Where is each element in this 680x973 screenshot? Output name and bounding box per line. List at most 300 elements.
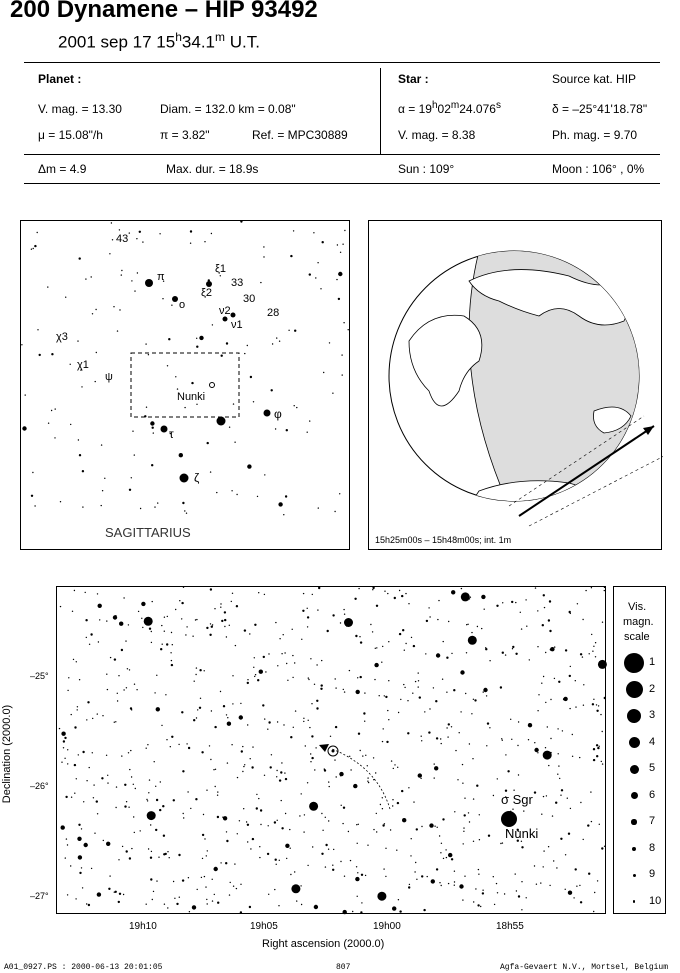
- background-star: [573, 897, 574, 898]
- background-star: [185, 634, 186, 635]
- background-star: [83, 801, 84, 802]
- background-star: [290, 848, 291, 849]
- background-star: [108, 888, 110, 890]
- background-star: [604, 587, 605, 588]
- background-star: [543, 594, 545, 596]
- background-star: [474, 699, 476, 701]
- background-star: [64, 758, 65, 759]
- background-star: [593, 646, 594, 647]
- background-star: [206, 790, 207, 791]
- xtick-1900: 19h00: [373, 921, 401, 932]
- background-star: [343, 609, 344, 610]
- background-star: [515, 653, 517, 655]
- background-star: [133, 816, 134, 817]
- background-star: [336, 776, 337, 777]
- background-star: [568, 833, 570, 835]
- background-star: [174, 898, 175, 899]
- background-star: [189, 911, 190, 912]
- background-star: [332, 865, 333, 866]
- background-star: [332, 614, 334, 616]
- background-star: [267, 729, 268, 730]
- background-star: [540, 882, 541, 883]
- background-star: [156, 880, 157, 881]
- background-star: [307, 865, 308, 866]
- background-star: [183, 817, 184, 818]
- background-star: [142, 241, 143, 242]
- background-star: [227, 762, 228, 763]
- background-star: [412, 693, 413, 694]
- background-star: [460, 670, 464, 674]
- background-star: [206, 899, 207, 900]
- background-star: [382, 824, 384, 826]
- background-star: [220, 607, 221, 608]
- background-star: [550, 752, 551, 753]
- background-star: [463, 827, 464, 828]
- background-star: [129, 669, 130, 670]
- magnitude-scale: [613, 586, 666, 914]
- background-star: [267, 853, 269, 855]
- background-star: [275, 622, 276, 623]
- background-star: [591, 821, 592, 822]
- finder-label-pi: π: [157, 271, 165, 283]
- background-star: [164, 904, 165, 905]
- background-star: [151, 464, 153, 466]
- background-star: [518, 895, 520, 897]
- background-star: [64, 737, 66, 739]
- background-star: [230, 882, 231, 883]
- y-axis-title: Declination (2000.0): [1, 704, 14, 804]
- background-star: [421, 736, 422, 737]
- background-star: [407, 732, 409, 734]
- background-star: [350, 769, 351, 770]
- background-star: [335, 726, 337, 728]
- background-star: [296, 407, 297, 408]
- background-star: [239, 820, 240, 821]
- background-star: [158, 857, 159, 858]
- background-star: [600, 714, 601, 715]
- background-star: [414, 871, 415, 872]
- background-star: [423, 909, 425, 911]
- background-star: [86, 780, 87, 781]
- background-star: [596, 710, 598, 712]
- background-star: [440, 852, 441, 853]
- background-star: [130, 750, 131, 751]
- background-star: [65, 297, 66, 298]
- background-star: [242, 746, 243, 747]
- background-star: [212, 624, 213, 625]
- background-star: [249, 633, 250, 634]
- planet-pi: π = 3.82": [160, 128, 210, 142]
- background-star: [464, 798, 465, 799]
- background-star: [211, 626, 213, 628]
- background-star: [604, 590, 605, 591]
- background-star: [473, 699, 474, 700]
- background-star: [291, 884, 300, 893]
- background-star: [150, 824, 151, 825]
- ytick-27: –27°: [30, 891, 49, 901]
- background-star: [388, 641, 389, 642]
- background-star: [599, 824, 600, 825]
- background-star: [358, 588, 359, 589]
- background-star: [593, 759, 595, 761]
- background-star: [576, 886, 577, 887]
- background-star: [595, 642, 596, 643]
- background-star: [464, 814, 466, 816]
- background-star: [92, 718, 93, 719]
- scale-level-label: 9: [649, 868, 656, 880]
- background-star: [152, 899, 153, 900]
- background-star: [74, 726, 76, 728]
- background-star: [342, 244, 343, 245]
- background-star: [85, 592, 86, 593]
- header-bottom-rule: [24, 183, 660, 184]
- background-star: [262, 704, 264, 706]
- background-star: [118, 859, 119, 860]
- background-star: [195, 798, 197, 800]
- background-star: [112, 239, 113, 240]
- background-star: [169, 857, 170, 858]
- background-star: [443, 641, 444, 642]
- finder-label-nunki: Nunki: [177, 391, 206, 403]
- background-star: [60, 606, 61, 607]
- scale-dot: [633, 874, 636, 877]
- background-star: [190, 808, 191, 809]
- background-star: [190, 230, 192, 232]
- background-star: [384, 695, 385, 696]
- background-star: [226, 840, 228, 842]
- background-star: [419, 696, 421, 698]
- background-star: [279, 860, 280, 861]
- background-star: [353, 784, 357, 788]
- background-star: [226, 636, 227, 637]
- background-star: [390, 829, 391, 830]
- background-star: [373, 829, 374, 830]
- background-star: [348, 329, 349, 330]
- background-star: [604, 846, 605, 847]
- background-star: [95, 381, 96, 382]
- scale-dot: [633, 900, 635, 902]
- background-star: [156, 675, 157, 676]
- background-star: [321, 660, 322, 661]
- background-star: [91, 276, 92, 277]
- background-star: [340, 622, 341, 623]
- background-star: [602, 731, 603, 732]
- background-star: [461, 588, 462, 589]
- background-star: [401, 790, 403, 792]
- background-star: [528, 723, 532, 727]
- background-star: [163, 853, 165, 855]
- background-star: [82, 470, 84, 472]
- background-star: [354, 598, 356, 600]
- background-star: [146, 748, 147, 749]
- background-star: [281, 653, 282, 654]
- background-star: [63, 740, 65, 742]
- background-star: [583, 705, 584, 706]
- background-star: [250, 376, 252, 378]
- background-star: [240, 884, 241, 885]
- background-star: [47, 286, 48, 287]
- header-mid-rule: [24, 154, 660, 155]
- finder-bright-star: [180, 474, 189, 483]
- background-star: [115, 615, 116, 616]
- background-star: [60, 501, 61, 502]
- background-star: [463, 831, 464, 832]
- background-star: [356, 824, 357, 825]
- background-star: [469, 821, 470, 822]
- background-star: [565, 649, 567, 651]
- background-star: [152, 427, 154, 429]
- background-star: [151, 851, 152, 852]
- background-star: [310, 761, 311, 762]
- scale-level-label: 7: [649, 815, 656, 827]
- background-star: [139, 231, 141, 233]
- background-star: [34, 245, 36, 247]
- background-star: [335, 687, 336, 688]
- background-star: [115, 721, 116, 722]
- background-star: [309, 727, 310, 728]
- background-star: [123, 894, 124, 895]
- background-star: [284, 652, 285, 653]
- background-star: [318, 587, 320, 589]
- scale-dot: [631, 819, 636, 824]
- background-star: [358, 733, 360, 735]
- background-star: [215, 769, 216, 770]
- background-star: [343, 689, 344, 690]
- background-star: [204, 876, 205, 877]
- background-star: [281, 800, 282, 801]
- background-star: [263, 656, 265, 658]
- background-star: [168, 338, 170, 340]
- background-star: [399, 590, 400, 591]
- background-star: [163, 835, 165, 837]
- background-star: [550, 738, 551, 739]
- background-star: [546, 795, 547, 796]
- background-star: [385, 696, 387, 698]
- background-star: [343, 910, 347, 914]
- background-star: [582, 656, 583, 657]
- x-axis-title: Right ascension (2000.0): [262, 938, 385, 950]
- background-star: [247, 824, 249, 826]
- background-star: [320, 288, 321, 289]
- background-star: [244, 353, 245, 354]
- background-star: [231, 490, 232, 491]
- background-star: [591, 634, 592, 635]
- planet-max-duration: Max. dur. = 18.9s: [166, 162, 259, 176]
- background-star: [323, 372, 324, 373]
- background-star: [367, 765, 368, 766]
- background-star: [186, 513, 187, 514]
- background-star: [356, 690, 360, 694]
- background-star: [373, 757, 374, 758]
- background-star: [393, 768, 394, 769]
- background-star: [521, 846, 523, 848]
- background-star: [119, 309, 120, 310]
- background-star: [443, 858, 444, 859]
- background-star: [295, 710, 296, 711]
- background-star: [161, 625, 162, 626]
- background-star: [315, 277, 316, 278]
- background-star: [48, 423, 49, 424]
- background-star: [289, 829, 290, 830]
- background-star: [260, 282, 261, 283]
- background-star: [442, 679, 443, 680]
- background-star: [74, 793, 75, 794]
- background-star: [55, 408, 56, 409]
- background-star: [537, 752, 538, 753]
- background-star: [497, 892, 498, 893]
- background-star: [199, 336, 203, 340]
- background-star: [236, 605, 238, 607]
- finder-label-tau: τ: [169, 427, 174, 441]
- background-star: [462, 783, 463, 784]
- background-star: [408, 787, 409, 788]
- background-star: [590, 791, 591, 792]
- background-star: [193, 719, 195, 721]
- constellation-name: SAGITTARIUS: [105, 525, 191, 540]
- background-star: [162, 644, 163, 645]
- background-star: [523, 810, 524, 811]
- background-star: [173, 799, 175, 801]
- background-star: [192, 905, 196, 909]
- background-star: [404, 687, 405, 688]
- background-star: [61, 762, 62, 763]
- background-star: [233, 403, 234, 404]
- background-star: [211, 710, 212, 711]
- background-star: [285, 844, 289, 848]
- background-star: [504, 893, 505, 894]
- background-star: [361, 874, 363, 876]
- background-star: [465, 693, 466, 694]
- background-star: [437, 619, 438, 620]
- background-star: [392, 799, 393, 800]
- xtick-1855: 18h55: [496, 921, 524, 932]
- background-star: [124, 784, 126, 786]
- background-star: [119, 622, 123, 626]
- background-star: [462, 764, 463, 765]
- background-star: [597, 880, 598, 881]
- background-star: [240, 703, 241, 704]
- background-star: [237, 833, 238, 834]
- background-star: [471, 713, 472, 714]
- background-star: [68, 677, 69, 678]
- background-star: [552, 815, 553, 816]
- background-star: [283, 724, 284, 725]
- background-star: [372, 631, 373, 632]
- background-star: [181, 618, 182, 619]
- background-star: [171, 660, 172, 661]
- background-star: [203, 814, 204, 815]
- background-star: [39, 354, 41, 356]
- background-star: [126, 801, 127, 802]
- background-star: [537, 646, 538, 647]
- background-star: [381, 662, 382, 663]
- background-star: [211, 233, 212, 234]
- finder-label-xi2: ξ2: [201, 287, 213, 299]
- background-star: [592, 651, 593, 652]
- background-star: [336, 279, 337, 280]
- background-star: [225, 862, 227, 864]
- background-star: [593, 748, 595, 750]
- background-star: [367, 781, 368, 782]
- background-star: [96, 800, 98, 802]
- background-star: [153, 432, 154, 433]
- background-star: [446, 727, 447, 728]
- background-star: [214, 894, 215, 895]
- background-star: [145, 343, 146, 344]
- background-star: [167, 851, 168, 852]
- background-star: [454, 871, 455, 872]
- nunki-dot: [501, 811, 517, 827]
- background-star: [557, 774, 558, 775]
- background-star: [240, 911, 242, 913]
- background-star: [90, 633, 92, 635]
- background-star: [278, 502, 282, 506]
- background-star: [210, 588, 212, 590]
- finder-label-28: 28: [267, 307, 280, 319]
- background-star: [483, 688, 487, 692]
- background-star: [250, 758, 251, 759]
- background-star: [321, 853, 323, 855]
- background-star: [534, 742, 535, 743]
- background-star: [572, 734, 573, 735]
- background-star: [338, 272, 342, 276]
- background-star: [76, 661, 77, 662]
- background-star: [157, 502, 158, 503]
- background-star: [415, 681, 416, 682]
- background-star: [258, 798, 259, 799]
- background-star: [170, 652, 171, 653]
- background-star: [344, 618, 353, 627]
- background-star: [316, 707, 318, 709]
- background-star: [182, 770, 184, 772]
- background-star: [374, 663, 378, 667]
- background-star: [277, 665, 278, 666]
- background-star: [415, 862, 416, 863]
- background-star: [534, 865, 535, 866]
- background-star: [355, 877, 359, 881]
- background-star: [109, 253, 110, 254]
- background-star: [352, 911, 353, 912]
- background-star: [54, 437, 55, 438]
- background-star: [175, 609, 176, 610]
- background-star: [399, 633, 401, 635]
- background-star: [332, 393, 333, 394]
- background-star: [37, 232, 38, 233]
- scale-title-3: scale: [624, 631, 650, 643]
- background-star: [350, 860, 351, 861]
- background-star: [549, 885, 550, 886]
- background-star: [301, 904, 302, 905]
- background-star: [346, 625, 347, 626]
- background-star: [89, 644, 90, 645]
- finder-bright-star: [145, 279, 153, 287]
- planet-diam: Diam. = 132.0 km = 0.08": [160, 102, 296, 116]
- background-star: [313, 232, 314, 233]
- background-star: [365, 755, 366, 756]
- page-title: 200 Dynamene – HIP 93492: [10, 0, 318, 23]
- background-star: [181, 602, 183, 604]
- background-star: [140, 508, 141, 509]
- background-star: [196, 619, 197, 620]
- background-star: [526, 626, 527, 627]
- globe-drawing: [369, 221, 663, 551]
- background-star: [397, 802, 399, 804]
- background-star: [82, 887, 83, 888]
- background-star: [398, 899, 399, 900]
- background-star: [309, 420, 310, 421]
- background-star: [548, 846, 549, 847]
- background-star: [131, 848, 132, 849]
